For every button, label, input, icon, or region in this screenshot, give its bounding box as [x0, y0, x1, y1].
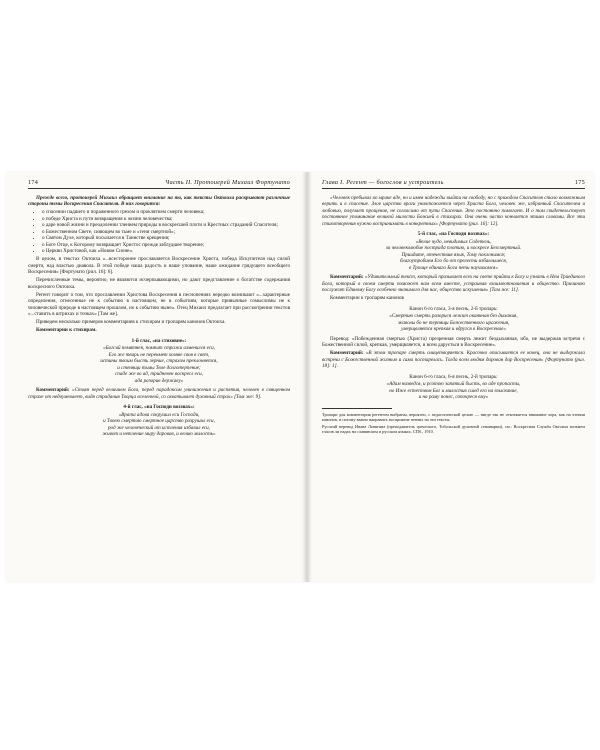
verse-line: в Троице единаго Бога пети научихомся» [409, 264, 498, 271]
translation-text: : «Побежденная смертью (Христа) презренная смерть лежит бездыханная, ибо, не выдержав встречи с Божественной силой, крепкая, умерщвляется, и всем дарується в Воскресение». [322, 335, 585, 348]
paragraph: Перечисленные темы, вероятно, не являются исчерпывающими, но дают представление о богатстве содержания воскресного Октоиха. [28, 277, 290, 290]
verse-line: и стенящи тьмы Твое долготерпение; [117, 364, 201, 371]
list-item: • о спасении падшего и пораженного грехом и проклятием смерти человека; [42, 209, 290, 216]
left-running-header [28, 180, 290, 189]
verse-line: жаволы бо не терпящи Божественного иражения, [397, 319, 510, 326]
page-number: 174 [28, 179, 39, 186]
footnote: Тропари для комментария регентом выбраны, вероятно, с педагогической целью — нигде так не отвлекается внимание хора, как на чтении канонов, и потому важно направить восприятие певчих на эти тексты. [322, 411, 585, 422]
verse-line: «Велие чудо, невидимых Содетель, [415, 238, 492, 245]
running-head: Часть II. Протоиерей Михаил Фортунато [165, 179, 290, 186]
intro-paragraph: Прежде всего, протоиерей Михаил обращает внимание на то, как тексты Октоиха раскрывают различные стороны темы Воскресения Спасителя. В них говорится: [28, 194, 290, 207]
verse-line: и Твоею смертию смертное царство разрушил еси, [103, 418, 215, 424]
list-item: • о Церкви Христовой, как «Новом Сионе». [42, 248, 290, 255]
page-number: 175 [574, 179, 585, 186]
themes-list [28, 209, 290, 255]
canon-heading: Канон 6-го гласа, 6-я песнь, 2-й тропарь: [409, 373, 498, 380]
verse-line: ада разорив державу» [134, 377, 184, 384]
verse-line: умерщвляется крепкая и вдругся в Воскресение» [401, 326, 506, 332]
commentary-text: «Удивительный текст, который призывает всех на свете прийти к Богу и узнать в Нем Триединого Бога, который в своем смерти поможет нам всем вместе, устраивая взаимоотношения и общество. Причиною послужит Единому Богу особенно значимого для нас, общество искушения» [Там же: 11]. [322, 274, 585, 293]
paragraph: Комментарии к тропарям канонов [330, 295, 404, 301]
list-item: • о Святом Духе, который посылается в Таинстве крещения; [42, 235, 290, 242]
right-page [322, 180, 585, 436]
verse-line: «Врата адова сокрушил еси Господи, [118, 411, 200, 418]
list-item: • о Божественном Свете, сияющем во тьме и «тени смертной»; [42, 229, 290, 236]
hymn-verse [322, 313, 585, 333]
verse-line: род же человеческий от истления избавил еси, [108, 424, 210, 431]
verse-line: Его же тварь не перенмет хозяве своя в свет, [108, 351, 210, 358]
list-item: • о Боге Отце, к Которому возвращает Христос прежде заблудшее творение; [42, 242, 290, 249]
hymn-verse [322, 239, 585, 272]
verse-line: Приидите, отечествия язык, Тому поклонимся; [401, 251, 506, 258]
list-item: • о победе Христа и пути возвращения к жизни человечества; [42, 216, 290, 223]
verse-line: за человеколюбие пострада плотию, и воскресе Безсмертный. [385, 245, 522, 251]
hymn-verse [28, 412, 290, 438]
running-head: Глава I. Регент — богослов и устроитель [322, 179, 444, 186]
commentary-label: Комментарий: [330, 350, 364, 356]
paragraph: В целом, в текстах Октоиха «...всесторонне прославляется Воскресение Христа, победа Искупителя над силой смерти, над властью диавола. В этой победе наша радость и наше упование, наше ожидание грядущего всеобщего Воскресения» [Фортунато (рил. 16]: 6]. [28, 256, 290, 275]
verse-line: и на раму понес, сопокреся ему» [418, 394, 489, 400]
section-label: Комментарии к стихирам. [36, 327, 97, 333]
footnote: Русский перевод Ивана Ловягина (преподаватель греческого, Тобольской духовной семинарии), см.: Воскресная Служба Октоиха возьмем гласов ли надах на славянском и русском языках. СПб., 1910. [322, 423, 585, 434]
verse-line: спаде же во ад, тридневен воскресл еси, [115, 371, 203, 377]
list-item: • о дарe новой жизни и преодолении тлением природы в воскресшей плоти и Крестных страданий Спасителя; [42, 222, 290, 229]
commentary-label: Комментарий: [36, 387, 70, 393]
commentary-text: «Стоян перед величием Бога, перед парадоксом уничижения и распятия, человек в священном страхе от недоумеваеет, видя страдания Творца вселенной, со охватывает духовный страх» [Там же: 9]. [28, 387, 290, 400]
right-running-header [322, 180, 585, 189]
verse-line: но Иже естеством Бог и милостив сшед его на взыскание, [389, 387, 518, 394]
verse-line: истины твоим бысть зерние, страхом преклоняется, [100, 358, 218, 364]
paragraph: «Человек пребывал во мраке аде, но и имея надежды выйти на свободу, но с приходом Спасителя стало возможным верить и в спасение. Злое царство враги уничтожается через Христа Бога, человек же, избранный Спасителем и любовью, получает прощение, не согласимо от пути Спасения. Это постоянно помогает. И о том свидетельствует постоянное упоминание великой милости Божией в стихирах. Она очень часто кончается этими словами. Все эти стихотворения нужно воспринимать в конкретных» [Фортунато (рил. 16]: 12]. [322, 194, 585, 227]
hymn-verse [322, 381, 585, 401]
hymn-heading: 1-й глас, «на стиховне»: [131, 337, 187, 344]
verse-line: «Смертию смерть разорися лежит окаянная без дыхания, [389, 313, 518, 319]
paragraph: Регент говорит о том, что прославлении Христова Воскресения в песнопениях нередко возникают «...характерные определения, отнесенные не к событию в настоящем, не в событиям, которые привычные сомыслимы не к человеческой природе в настоящем прошлом, но к событию ныне». Отец Михаил предлагает при рассмотрении текстов «...ставить в штрихах и точках» [Там же]. [28, 291, 290, 317]
translation [322, 336, 585, 349]
hymn-heading: 4-й глас, «на Господи воззвах»: [123, 404, 195, 410]
verse-line: «Адам низведся, и рсотою запятый бысть, во аде пропасты, [386, 381, 521, 387]
commentary [322, 350, 585, 370]
verse-line: живот и нетление миру даровав, и велию милость» [102, 431, 216, 437]
footnote-divider [322, 408, 392, 409]
hymn-heading: 5-й глас, «на Господи воззвах»: [417, 231, 490, 237]
commentary [322, 274, 585, 294]
verse-line: благоутробием Его бо от прелести избавльшеся, [399, 258, 508, 264]
book-spread [6, 172, 594, 582]
commentary [28, 387, 290, 400]
commentary-label: Комментарий: [330, 274, 364, 280]
left-page [28, 180, 290, 441]
canon-heading: Канон 6-го гласа, 3-я песнь, 2-й тропарь: [409, 305, 498, 312]
book-gutter [302, 172, 312, 582]
hymn-verse [28, 345, 290, 384]
translation-label: Перевод [330, 335, 349, 342]
paragraph: Приведем несколько примеров комментариев к стихирам и тропарям канонов Октоиха. [36, 319, 226, 325]
commentary-text: «В этом тропаре смерть олицетворяется. Красочно описывается ее конец, она не выдержала встречи с Божественной жизнью и сама постарелась. Тогда всем людям дарован дар Воскресения» [Фортунато (рил. 18]: 1]. [322, 350, 585, 369]
verse-line: «Богсий пемятнен, помпит стражи изменился еси, [103, 345, 215, 351]
